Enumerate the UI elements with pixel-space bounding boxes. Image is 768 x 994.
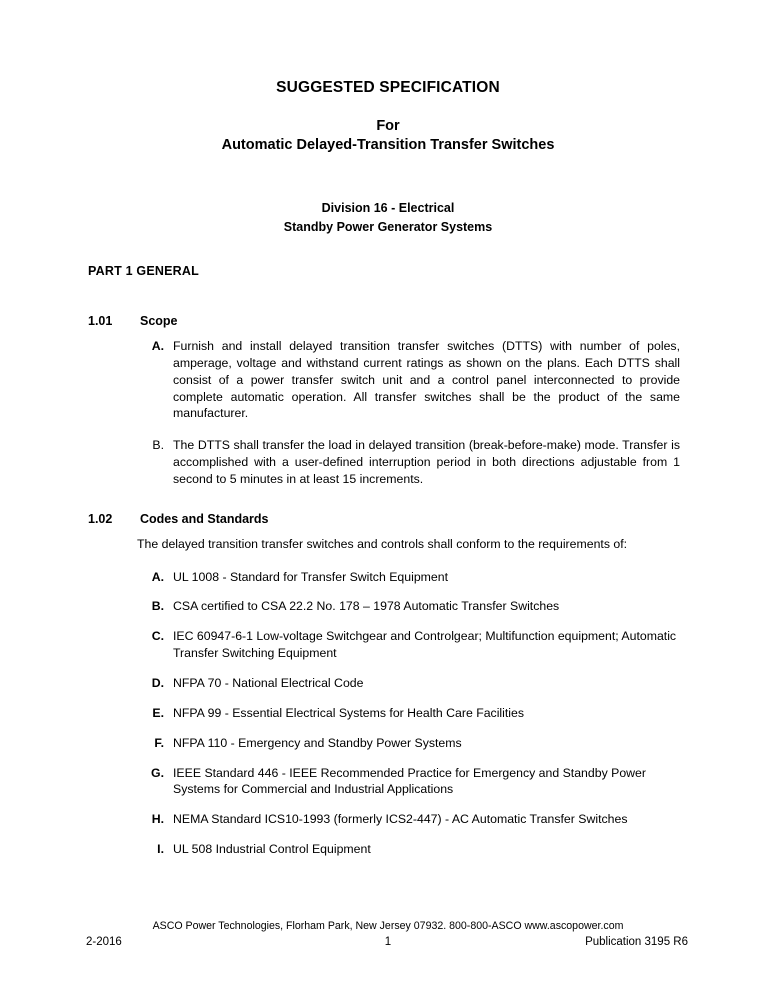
section-1-02-intro: The delayed transition transfer switches and controls shall conform to the requirements of: [137, 536, 628, 551]
standby-power-line: Standby Power Generator Systems [283, 220, 493, 235]
list-item-text: UL 1008 - Standard for Transfer Switch Equipment [173, 569, 448, 584]
document-subtitle: Automatic Delayed-Transition Transfer Switches [221, 137, 555, 154]
title-block [88, 78, 688, 156]
document-subtitle-for: For [376, 118, 400, 135]
list-item-text: CSA certified to CSA 22.2 No. 178 – 1978 Automatic Transfer Switches [173, 599, 560, 614]
list-item [88, 628, 680, 662]
list-item-marker: G. [151, 765, 164, 780]
footer-publication: Publication 3195 R6 [585, 936, 688, 949]
list-item [88, 598, 680, 615]
footer-date: 2-2016 [86, 936, 122, 949]
section-heading-1-02 [88, 512, 680, 526]
list-item [88, 705, 680, 722]
section-1-01-list [88, 338, 680, 488]
list-item-marker: B. [152, 438, 164, 453]
section-title: Codes and Standards [140, 511, 269, 526]
list-item-marker: A. [151, 339, 164, 353]
list-item-text: IEEE Standard 446 - IEEE Recommended Practice for Emergency and Standby Power Systems for Commercial and Industrial Applications [173, 765, 646, 797]
list-item-marker: F. [154, 735, 164, 750]
list-item-marker: E. [152, 705, 164, 720]
list-item-marker: C. [151, 629, 164, 644]
page-footer [88, 919, 688, 950]
section-number: 1.01 [88, 314, 113, 328]
list-item [88, 811, 680, 828]
footer-page-number: 1 [384, 936, 392, 949]
division-block [88, 199, 688, 238]
footer-meta-row [88, 935, 688, 950]
footer-contact-line: ASCO Power Technologies, Florham Park, New Jersey 07932. 800-800-ASCO www.ascopower.com [152, 920, 624, 932]
list-item-text: NFPA 70 - National Electrical Code [173, 675, 364, 690]
list-item [88, 437, 680, 488]
list-item-marker: A. [151, 569, 164, 584]
list-item-text: NFPA 110 - Emergency and Standby Power Systems [173, 735, 462, 750]
list-item-marker: H. [151, 812, 164, 827]
list-item [88, 841, 680, 858]
section-title: Scope [140, 314, 178, 328]
list-item-marker: I. [157, 842, 164, 857]
list-item [88, 569, 680, 586]
list-item-text: The DTTS shall transfer the load in delayed transition (break-before-make) mode. Transfer is accomplished with a user-defined interruption period in both directions adjustable from 1 second to 5 minutes in at least 15 increments. [173, 438, 680, 486]
list-item-marker: D. [151, 675, 164, 690]
part-heading: PART 1 GENERAL [88, 264, 199, 278]
list-item [88, 338, 680, 422]
document-body [88, 264, 680, 871]
list-item-text: NEMA Standard ICS10-1993 (formerly ICS2-447) - AC Automatic Transfer Switches [173, 812, 628, 827]
division-line: Division 16 - Electrical [321, 201, 455, 215]
list-item [88, 675, 680, 692]
document-title: SUGGESTED SPECIFICATION [276, 79, 500, 96]
list-item [88, 765, 680, 799]
list-item [88, 735, 680, 752]
list-item-text: Furnish and install delayed transition transfer switches (DTTS) with number of poles, amperage, voltage and withstand current ratings as shown on the plans. Each DTTS shall consist of a power transfer switch unit and a control panel interconnected to provide complete automatic operation. All transfer switches shall be the product of the same manufacturer. [173, 339, 680, 421]
list-item-text: IEC 60947-6-1 Low-voltage Switchgear and Controlgear; Multifunction equipment; Automatic Transfer Switching Equipment [173, 629, 677, 661]
section-1-02-list [88, 569, 680, 858]
list-item-text: NFPA 99 - Essential Electrical Systems for Health Care Facilities [173, 705, 525, 720]
list-item-text: UL 508 Industrial Control Equipment [173, 842, 371, 857]
section-heading-1-01 [88, 314, 680, 328]
section-number: 1.02 [88, 511, 113, 526]
list-item-marker: B. [151, 599, 164, 614]
